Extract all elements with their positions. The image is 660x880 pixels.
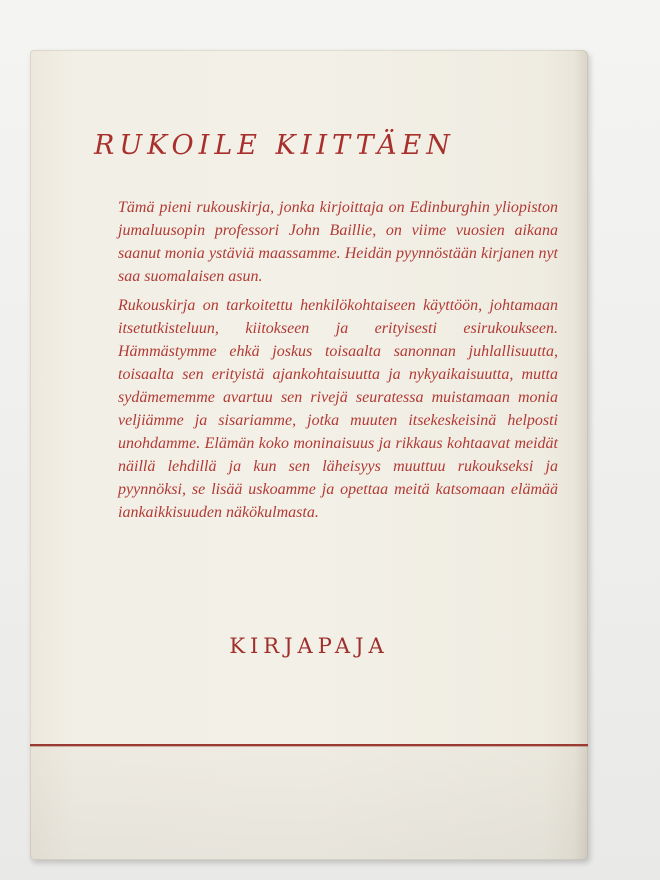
cover-edge-shadow [574, 50, 588, 860]
book-title: RUKOILE KIITTÄEN [94, 130, 455, 161]
cover-bottom-band [30, 746, 588, 860]
book-back-cover [30, 50, 588, 860]
publisher-name: KIRJAPAJA [229, 634, 389, 658]
blurb-text [118, 196, 558, 530]
blurb-paragraph-2: Rukouskirja on tarkoitettu henkilökohtaiseen käyttöön, johtamaan itsetutkisteluun, kiitokseen ja erityisesti esirukoukseen. Hämmästymme ehkä joskus toisaalta sanonnan juhlallisuutta, toisaalta sen erityistä ajankohtaisuutta ja nykyaikaisuutta, mutta sydämememme avartuu sen rivejä seuratessa muistamaan monia veljiämme ja sisariamme, jotka muuten itsekeskeisinä helposti unohdamme. Elämän koko moninaisuus ja rikkaus kohtaavat meidät näillä lehdillä ja kun sen läheisyys muuttuu rukoukseksi ja pyynnöksi, se lisää uskoamme ja opettaa meitä katsomaan elämää iankaikkisuuden näkökulmasta. [118, 297, 558, 521]
blurb-paragraph-1: Tämä pieni rukouskirja, jonka kirjoittaja on Edinburghin yliopiston jumaluusopin professori John Baillie, on viime vuosien aikana saanut monia ystäviä maassamme. Heidän pyynnöstään kirjanen nyt saa suomalaisen asun. [118, 199, 558, 285]
